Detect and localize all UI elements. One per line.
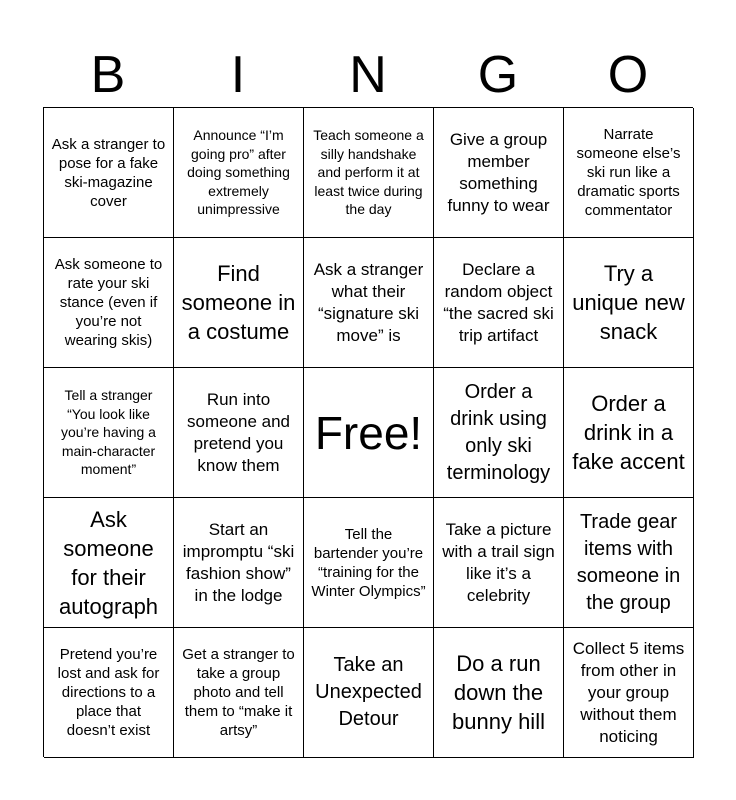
cell-text: Try a unique new snack bbox=[572, 261, 685, 344]
cell-text: Declare a random object “the sacred ski trip artifact bbox=[443, 259, 554, 345]
header-letter-g: G bbox=[477, 46, 519, 104]
bingo-cell[interactable] bbox=[304, 628, 434, 758]
bingo-header bbox=[43, 45, 693, 105]
cell-text: Collect 5 items from other in your group without them noticing bbox=[572, 638, 685, 746]
cell-text: Order a drink using only ski terminology bbox=[446, 380, 551, 484]
bingo-cell[interactable] bbox=[174, 238, 304, 368]
bingo-cell[interactable] bbox=[434, 108, 564, 238]
bingo-cell[interactable] bbox=[304, 498, 434, 628]
bingo-cell[interactable] bbox=[174, 498, 304, 628]
bingo-cell[interactable] bbox=[564, 108, 694, 238]
header-letter-b: B bbox=[90, 46, 126, 104]
bingo-cell[interactable] bbox=[304, 238, 434, 368]
cell-text: Ask a stranger what their “signature ski move” is bbox=[313, 259, 424, 345]
cell-text: Order a drink in a fake accent bbox=[572, 391, 685, 474]
cell-text: Give a group member something funny to wear bbox=[447, 129, 550, 215]
bingo-cell[interactable] bbox=[174, 368, 304, 498]
cell-text: Run into someone and pretend you know them bbox=[186, 389, 291, 475]
cell-text: Take a picture with a trail sign like it’s a celebrity bbox=[442, 519, 555, 605]
header-letter-o: O bbox=[607, 46, 649, 104]
bingo-cell[interactable] bbox=[44, 368, 174, 498]
bingo-cell[interactable] bbox=[564, 628, 694, 758]
cell-text: Tell a stranger “You look like you’re having a main-character moment” bbox=[61, 387, 156, 478]
bingo-cell[interactable] bbox=[434, 238, 564, 368]
bingo-cell[interactable] bbox=[44, 238, 174, 368]
cell-text: Find someone in a costume bbox=[181, 261, 296, 344]
free-space-cell[interactable] bbox=[304, 368, 434, 498]
cell-text: Pretend you’re lost and ask for directions to a place that doesn’t exist bbox=[57, 646, 160, 739]
bingo-cell[interactable] bbox=[564, 238, 694, 368]
cell-text: Ask someone for their autograph bbox=[58, 506, 159, 619]
bingo-cell[interactable] bbox=[434, 628, 564, 758]
bingo-cell[interactable] bbox=[564, 368, 694, 498]
cell-text: Do a run down the bunny hill bbox=[452, 651, 545, 734]
cell-text: Narrate someone else’s ski run like a dramatic sports commentator bbox=[576, 126, 681, 219]
cell-text: Teach someone a silly handshake and perform it at least twice during the day bbox=[313, 127, 424, 218]
cell-text: Trade gear items with someone in the group bbox=[576, 510, 681, 614]
cell-text: Get a stranger to take a group photo and tell them to “make it artsy” bbox=[182, 646, 295, 739]
bingo-cell[interactable] bbox=[434, 498, 564, 628]
bingo-grid bbox=[43, 107, 693, 757]
cell-text: Tell the bartender you’re “training for the Winter Olympics” bbox=[311, 525, 426, 600]
header-letter-n: N bbox=[349, 46, 387, 104]
free-space-text: Free! bbox=[314, 406, 423, 459]
cell-text: Ask a stranger to pose for a fake ski-magazine cover bbox=[51, 135, 166, 210]
cell-text: Start an impromptu “ski fashion show” in the lodge bbox=[182, 519, 295, 605]
bingo-cell[interactable] bbox=[304, 108, 434, 238]
cell-text: Take an Unexpected Detour bbox=[315, 654, 422, 730]
bingo-cell[interactable] bbox=[564, 498, 694, 628]
bingo-cell[interactable] bbox=[44, 108, 174, 238]
cell-text: Announce “I’m going pro” after doing something extremely unimpressive bbox=[187, 127, 290, 218]
bingo-cell[interactable] bbox=[44, 498, 174, 628]
bingo-cell[interactable] bbox=[434, 368, 564, 498]
bingo-cell[interactable] bbox=[174, 108, 304, 238]
header-letter-i: I bbox=[230, 46, 246, 104]
bingo-cell[interactable] bbox=[174, 628, 304, 758]
cell-text: Ask someone to rate your ski stance (even if you’re not wearing skis) bbox=[54, 256, 163, 349]
bingo-cell[interactable] bbox=[44, 628, 174, 758]
